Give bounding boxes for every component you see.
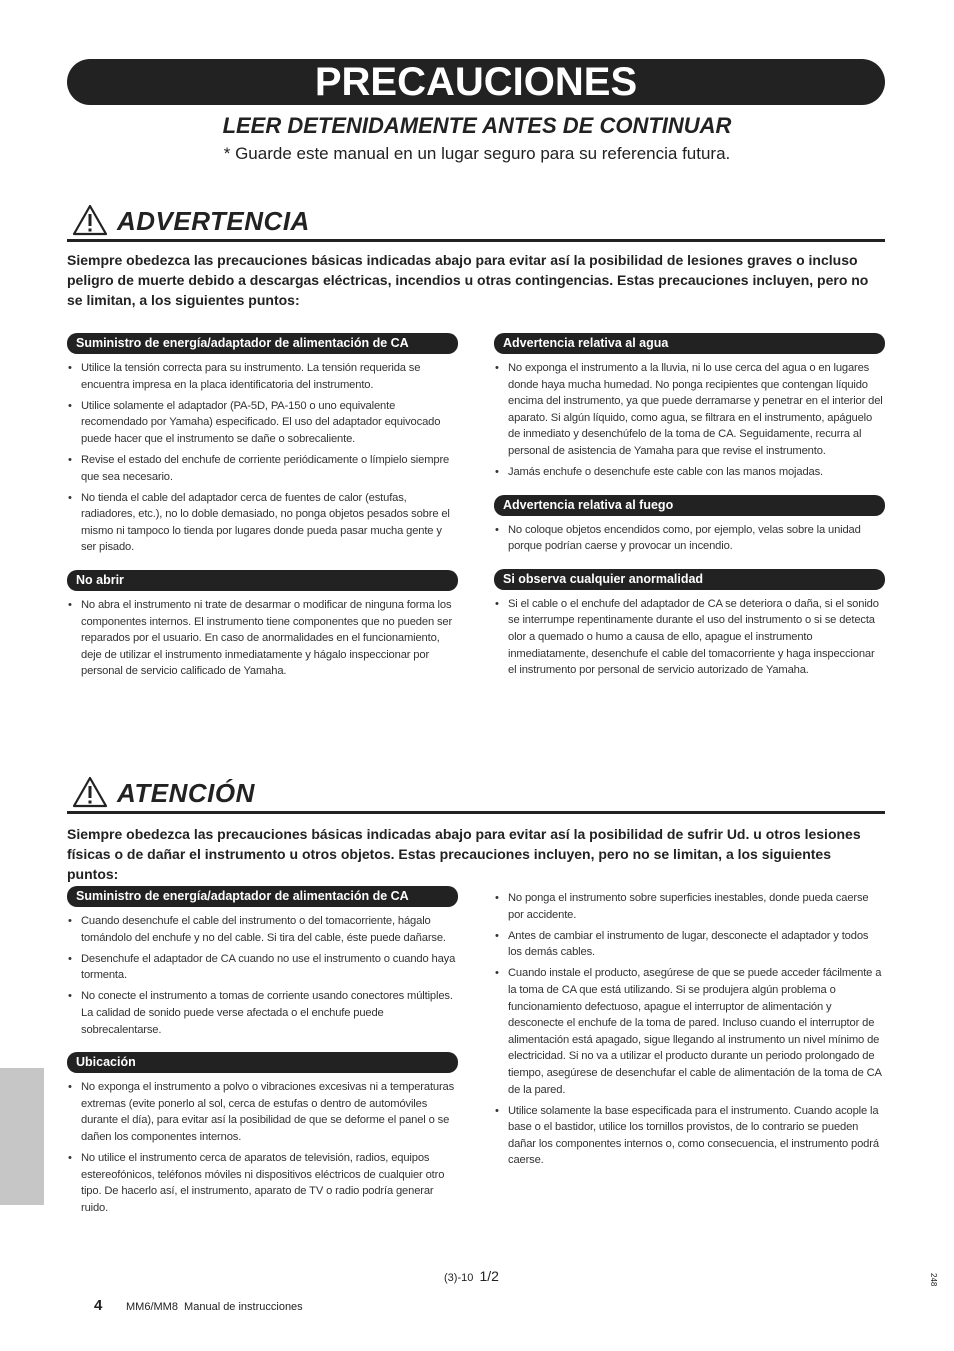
- side-code: 248: [929, 1273, 938, 1287]
- list-item: • No exponga el instrumento a polvo o vibraciones excesivas ni a temperaturas extremas (evite ponerlo al sol, cerca de estufas o dentro de automóviles durante el día), para evitar así la posibilidad de que se deforme el panel o se dañen los componentes internos.: [67, 1079, 458, 1145]
- section-header: Suministro de energía/adaptador de alimentación de CA: [67, 886, 458, 907]
- list-item: • No ponga el instrumento sobre superficies inestables, donde pueda caerse por accidente.: [494, 890, 885, 923]
- page-number: 4: [94, 1297, 103, 1314]
- atencion-right-column: [494, 890, 885, 1174]
- section-header: Ubicación: [67, 1052, 458, 1073]
- list-item: • Antes de cambiar el instrumento de lugar, desconecte el adaptador y todos los demás cables.: [494, 928, 885, 961]
- section-header: Advertencia relativa al agua: [494, 333, 885, 354]
- section-no-abrir: [67, 570, 458, 680]
- list-item: • No abra el instrumento ni trate de desarmar o modificar de ninguna forma los componentes internos. El instrumento tiene componentes que no pueden ser reparados por el usuario. En caso de anormalidades en el funcionamiento, deje de utilizar el instrumento inmediatamente y hágalo inspeccionar por personal de servicio calificado de Yamaha.: [67, 597, 458, 680]
- advertencia-left-column: [67, 333, 458, 694]
- atencion-left-column: [67, 886, 458, 1230]
- page-title: PRECAUCIONES: [67, 59, 885, 105]
- side-tab: [0, 1068, 44, 1205]
- list-item: • Si el cable o el enchufe del adaptador de CA se deteriora o daña, si el sonido se interrumpe repentinamente durante el uso del instrumento o si se detecta olor a quemado o humo a causa de ello, apague el instrumento inmediatamente, desenchufe el cable del tomacorriente y haga inspeccionar el instrumento por personal de servicio autorizado de Yamaha.: [494, 596, 885, 679]
- advertencia-heading: [67, 203, 885, 242]
- section-header: Si observa cualquier anormalidad: [494, 569, 885, 590]
- doc-code: (3)-10: [444, 1272, 474, 1284]
- page-subtitle: LEER DETENIDAMENTE ANTES DE CONTINUAR: [222, 113, 732, 138]
- list-item: • Utilice la tensión correcta para su instrumento. La tensión requerida se encuentra impresa en la placa identificatoria del instrumento.: [67, 360, 458, 393]
- list-item: • No conecte el instrumento a tomas de corriente usando conectores múltiples. La calidad de sonido puede verse afectada o el enchufe puede sobrecalentarse.: [67, 988, 458, 1038]
- footer-code: [444, 1268, 499, 1284]
- list-item: • No coloque objetos encendidos como, por ejemplo, velas sobre la unidad porque podrían caerse y provocar un incendio.: [494, 522, 885, 555]
- section-header: Advertencia relativa al fuego: [494, 495, 885, 516]
- section-agua: [494, 333, 885, 481]
- atencion-label: ATENCIÓN: [117, 778, 255, 808]
- list-item: • Cuando instale el producto, asegúrese de que se puede acceder fácilmente a la toma de CA que está utilizando. Si se produjera algún problema o funcionamiento defectuoso, apague el interruptor de alimentación y desconecte el enchufe de la toma de pared. Incluso cuando el interruptor de alimentación está apagado, sigue llegando al instrumento un nivel mínimo de electricidad. Si no va a utilizar el producto durante un periodo prolongado de tiempo, asegúrese de desenchufar el cable de alimentación de la toma de CA de la pared.: [494, 965, 885, 1098]
- advertencia-intro: Siempre obedezca las precauciones básicas indicadas abajo para evitar así la posibilidad de lesiones graves o incluso peligro de muerte debido a descargas eléctricas, incendios u otras contingencias. Estas precauciones incluyen, pero no se limitan, a los siguientes puntos:: [67, 252, 869, 308]
- atencion-heading: [67, 775, 885, 814]
- section-ubicacion: [67, 1052, 458, 1216]
- manual-name: MM6/MM8 Manual de instrucciones: [126, 1301, 303, 1313]
- section-power-adapter-caution: [67, 886, 458, 1038]
- list-item: • Utilice solamente la base especificada para el instrumento. Cuando acople la base o el bastidor, utilice los tornillos provistos, de lo contrario se pueden dañar los componentes internos o, como consecuencia, el instrumento podrá caerse.: [494, 1103, 885, 1169]
- section-fuego: [494, 495, 885, 555]
- atencion-intro: Siempre obedezca las precauciones básicas indicadas abajo para evitar así la posibilidad de sufrir Ud. u otros lesiones físicas o de dañar el instrumento u otros objetos. Estas precauciones incluyen, pero no se limitan, a los siguientes puntos:: [67, 826, 861, 882]
- section-header: Suministro de energía/adaptador de alimentación de CA: [67, 333, 458, 354]
- list-item: • Jamás enchufe o desenchufe este cable con las manos mojadas.: [494, 464, 885, 481]
- list-item: • No utilice el instrumento cerca de aparatos de televisión, radios, equipos estereofónicos, teléfonos móviles ni dispositivos eléctricos de cualquier otro tipo. De hacerlo así, el instrumento, aparato de TV o radio podría generar ruido.: [67, 1150, 458, 1216]
- list-item: • No exponga el instrumento a la lluvia, ni lo use cerca del agua o en lugares donde haya mucha humedad. No ponga recipientes que contengan líquido encima del instrumento, ya que puede derramarse y penetrar en el interior del aparato. Si algún líquido, como agua, se filtrara en el instrumento, apáguelo de inmediato y desenchúfelo de la toma de CA. Seguidamente, recurra al personal de asistencia de Yamaha para que revise el instrumento.: [494, 360, 885, 460]
- list-item: • Revise el estado del enchufe de corriente periódicamente o límpielo siempre que sea necesario.: [67, 452, 458, 485]
- section-anormalidad: [494, 569, 885, 679]
- section-power-adapter: [67, 333, 458, 556]
- storage-note: * Guarde este manual en un lugar seguro para su referencia futura.: [223, 144, 731, 163]
- list-item: • Desenchufe el adaptador de CA cuando no use el instrumento o cuando haya tormenta.: [67, 951, 458, 984]
- section-header: No abrir: [67, 570, 458, 591]
- page-fraction: 1/2: [479, 1268, 499, 1284]
- list-item: • Cuando desenchufe el cable del instrumento o del tomacorriente, hágalo tomándolo del enchufe y no del cable. Si tira del cable, éste puede dañarse.: [67, 913, 458, 946]
- warning-triangle-icon: [72, 204, 108, 236]
- advertencia-right-column: [494, 333, 885, 693]
- advertencia-label: ADVERTENCIA: [117, 206, 310, 236]
- list-item: • No tienda el cable del adaptador cerca de fuentes de calor (estufas, radiadores, etc.), no lo doble demasiado, no ponga objetos pesados sobre el mismo ni tampoco lo tienda por lugares donde pueda pasar mucha gente y ser pisado.: [67, 490, 458, 556]
- warning-triangle-icon: [72, 776, 108, 808]
- list-item: • Utilice solamente el adaptador (PA-5D, PA-150 o uno equivalente recomendado por Yamaha) especificado. El uso del adaptador equivocado puede hacer que el instrumento se dañe o sobrecaliente.: [67, 398, 458, 448]
